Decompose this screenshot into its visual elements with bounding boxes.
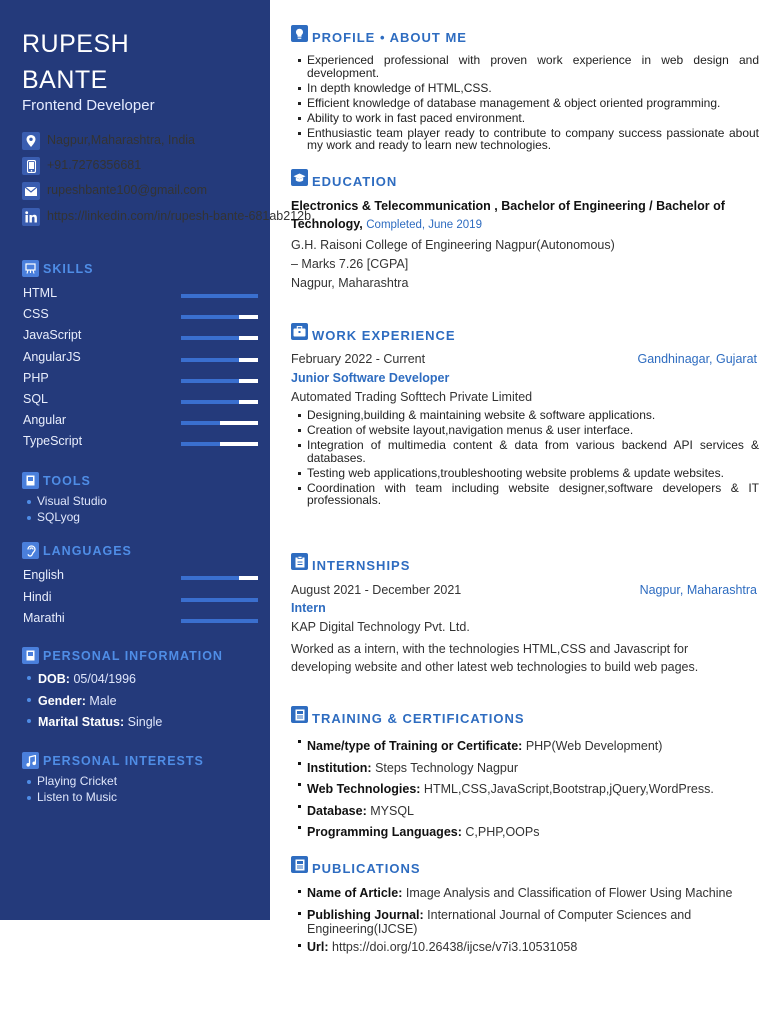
list-item: SQLyog [27, 510, 107, 526]
skills-title: SKILLS [43, 262, 94, 276]
skill-level-bar [181, 619, 258, 623]
personal-info-list [27, 669, 162, 734]
internship-description-1: Worked as a intern, with the technologies HTML,CSS and Javascript for [291, 642, 689, 656]
item-value: Image Analysis and Classification of Flower Using Machine [405, 886, 733, 900]
skill-row [23, 434, 259, 452]
envelope-icon [22, 182, 40, 200]
list-item [297, 736, 759, 758]
skill-label: Angular [23, 413, 67, 428]
item-key: Url: [307, 940, 329, 954]
profile-title: PROFILE • ABOUT ME [312, 30, 467, 45]
info-value: Single [127, 715, 163, 729]
certificate-icon [291, 706, 308, 723]
skill-level-fill [181, 358, 239, 362]
briefcase-icon [291, 323, 308, 340]
list-item: Coordination with team including website designer,software developers & IT professionals. [297, 482, 759, 507]
skill-label: TypeScript [23, 434, 83, 449]
list-item [27, 669, 162, 691]
work-location: Gandhinagar, Gujarat [637, 352, 757, 366]
candidate-name [22, 26, 129, 98]
list-item [27, 712, 162, 734]
item-value: MYSQL [370, 803, 414, 818]
skill-level-bar [181, 379, 258, 383]
work-dates: February 2022 - Current [291, 352, 426, 366]
skill-row [23, 611, 259, 629]
list-item: Playing Cricket [27, 774, 117, 790]
linkedin-icon [22, 208, 40, 226]
list-item[interactable] [297, 940, 759, 954]
training-title: TRAINING & CERTIFICATIONS [312, 711, 525, 726]
list-item: Efficient knowledge of database management & object oriented programming. [297, 97, 759, 110]
item-value: PHP(Web Development) [525, 739, 663, 753]
clipboard-icon [291, 553, 308, 570]
internships-title: INTERNSHIPS [312, 558, 411, 573]
item-value: Steps Technology Nagpur [375, 760, 518, 775]
skill-level-fill [181, 379, 239, 383]
tools-list [27, 494, 107, 525]
work-title: WORK EXPERIENCE [312, 328, 456, 343]
info-key: Marital Status: [38, 715, 125, 729]
skill-level-bar [181, 442, 258, 446]
document-icon [291, 856, 308, 873]
list-item: Designing,building & maintaining website & software applications. [297, 409, 759, 422]
skill-label: AngularJS [23, 349, 81, 364]
last-name: BANTE [22, 66, 108, 94]
skill-level-bar [181, 400, 258, 404]
skill-label: Marathi [23, 611, 65, 625]
skill-level-fill [181, 442, 220, 446]
degree-title: Electronics & Telecommunication , Bachelor of Engineering / Bachelor of [291, 199, 725, 213]
skill-row [23, 307, 259, 325]
easel-icon [22, 260, 39, 277]
publications-list [297, 886, 759, 954]
item-value: HTML,CSS,JavaScript,Bootstrap,jQuery,WordPress. [423, 782, 714, 796]
tools-title: TOOLS [43, 474, 91, 488]
skill-row [23, 392, 259, 410]
list-item [297, 886, 759, 900]
work-company: Automated Trading Softtech Private Limited [291, 390, 533, 404]
item-key: Web Technologies: [307, 782, 421, 796]
contact-text: rupeshbante100@gmail.com [47, 183, 208, 197]
tools-icon [22, 472, 39, 489]
item-key: Name/type of Training or Certificate: [307, 739, 523, 753]
education-status: Completed, June 2019 [366, 219, 482, 231]
item-value: C,PHP,OOPs [465, 825, 540, 839]
publication-url-link[interactable]: https://doi.org/10.26438/ijcse/v7i3.10531058 [332, 940, 578, 954]
college-name: G.H. Raisoni College of Engineering Nagpur(Autonomous) [291, 238, 615, 252]
item-key: Publishing Journal: [307, 908, 424, 922]
skill-level-fill [181, 400, 239, 404]
education-location: Nagpur, Maharashtra [291, 276, 409, 290]
education-title: EDUCATION [312, 174, 398, 189]
skill-label: Hindi [23, 589, 52, 604]
internship-position: Intern [291, 601, 326, 615]
list-item [27, 691, 162, 713]
info-key: Gender: [38, 693, 86, 708]
publications-title: PUBLICATIONS [312, 861, 421, 876]
skill-row [23, 350, 259, 368]
first-name: RUPESH [22, 30, 130, 58]
skill-level-fill [181, 576, 239, 580]
list-item [297, 822, 759, 844]
contact-text: Nagpur,Maharashtra, India [47, 133, 196, 147]
list-item: Enthusiastic team player ready to contribute to company success passionate about my work and ready to learn new technologies. [297, 127, 759, 152]
skill-level-bar [181, 576, 258, 580]
skill-level-bar [181, 598, 258, 602]
item-key: Name of Article: [307, 886, 403, 900]
item-key: Programming Languages: [307, 825, 462, 839]
degree-line-2 [291, 217, 482, 231]
internship-description-2: developing website and other latest web technologies to build web pages. [291, 660, 699, 674]
profile-list [297, 54, 759, 154]
skill-level-fill [181, 598, 258, 602]
skill-level-bar [181, 421, 258, 425]
skill-row [23, 590, 259, 608]
music-note-icon [22, 752, 39, 769]
list-item: Listen to Music [27, 790, 117, 806]
skill-row [23, 568, 259, 586]
list-item: Visual Studio [27, 494, 107, 510]
skill-level-bar [181, 358, 258, 362]
phone-icon [22, 157, 40, 175]
contact-text: +91.7276356681 [47, 158, 142, 172]
info-key: DOB: [38, 672, 70, 686]
skill-level-bar [181, 294, 258, 298]
skill-level-fill [181, 421, 220, 425]
education-marks: – Marks 7.26 [CGPA] [291, 257, 409, 271]
id-card-icon [22, 647, 39, 664]
skill-level-fill [181, 336, 239, 340]
internship-location: Nagpur, Maharashtra [639, 583, 757, 597]
job-title: Frontend Developer [22, 97, 155, 114]
info-value: Male [89, 693, 117, 708]
skill-label: SQL [23, 392, 49, 406]
training-list [297, 736, 759, 844]
skill-label: CSS [23, 307, 49, 322]
skill-row [23, 286, 259, 304]
skill-level-fill [181, 294, 258, 298]
work-duties-list [297, 409, 759, 509]
skill-label: JavaScript [23, 328, 82, 343]
list-item: Creation of website layout,navigation menus & user interface. [297, 424, 759, 437]
interests-list [27, 774, 117, 805]
skill-row [23, 371, 259, 389]
item-value: International Journal of Computer Sciences and Engineering(IJCSE) [307, 908, 692, 936]
info-value: 05/04/1996 [73, 672, 136, 686]
list-item [297, 779, 759, 801]
skill-level-fill [181, 619, 258, 623]
item-key: Database: [307, 803, 367, 818]
languages-title: LANGUAGES [43, 544, 132, 558]
contact-text: https://linkedin.com/in/rupesh-bante-681ab212b [47, 209, 312, 223]
skill-label: HTML [23, 286, 58, 300]
work-position: Junior Software Developer [291, 371, 450, 385]
internship-dates: August 2021 - December 2021 [291, 583, 462, 597]
list-item: Integration of multimedia content & data from various backend API services & databases. [297, 439, 759, 464]
list-item [297, 801, 759, 823]
skill-level-fill [181, 315, 239, 319]
lightbulb-icon [291, 25, 308, 42]
list-item: Experienced professional with proven work experience in web design and development. [297, 54, 759, 79]
list-item: Testing web applications,troubleshooting website problems & update websites. [297, 467, 759, 480]
location-pin-icon [22, 132, 40, 150]
skill-label: English [23, 568, 64, 582]
ear-icon [22, 542, 39, 559]
interests-title: PERSONAL INTERESTS [43, 754, 204, 768]
graduation-cap-icon [291, 169, 308, 186]
list-item [297, 758, 759, 780]
skill-row [23, 413, 259, 431]
skill-level-bar [181, 336, 258, 340]
item-key: Institution: [307, 760, 372, 775]
personal-info-title: PERSONAL INFORMATION [43, 649, 223, 663]
list-item: In depth knowledge of HTML,CSS. [297, 82, 759, 95]
skill-row [23, 328, 259, 346]
skill-label: PHP [23, 370, 49, 385]
degree-title-cont: Technology, [291, 217, 363, 231]
skill-level-bar [181, 315, 258, 319]
internship-company: KAP Digital Technology Pvt. Ltd. [291, 620, 470, 634]
list-item: Ability to work in fast paced environment. [297, 112, 759, 125]
list-item [297, 908, 759, 936]
